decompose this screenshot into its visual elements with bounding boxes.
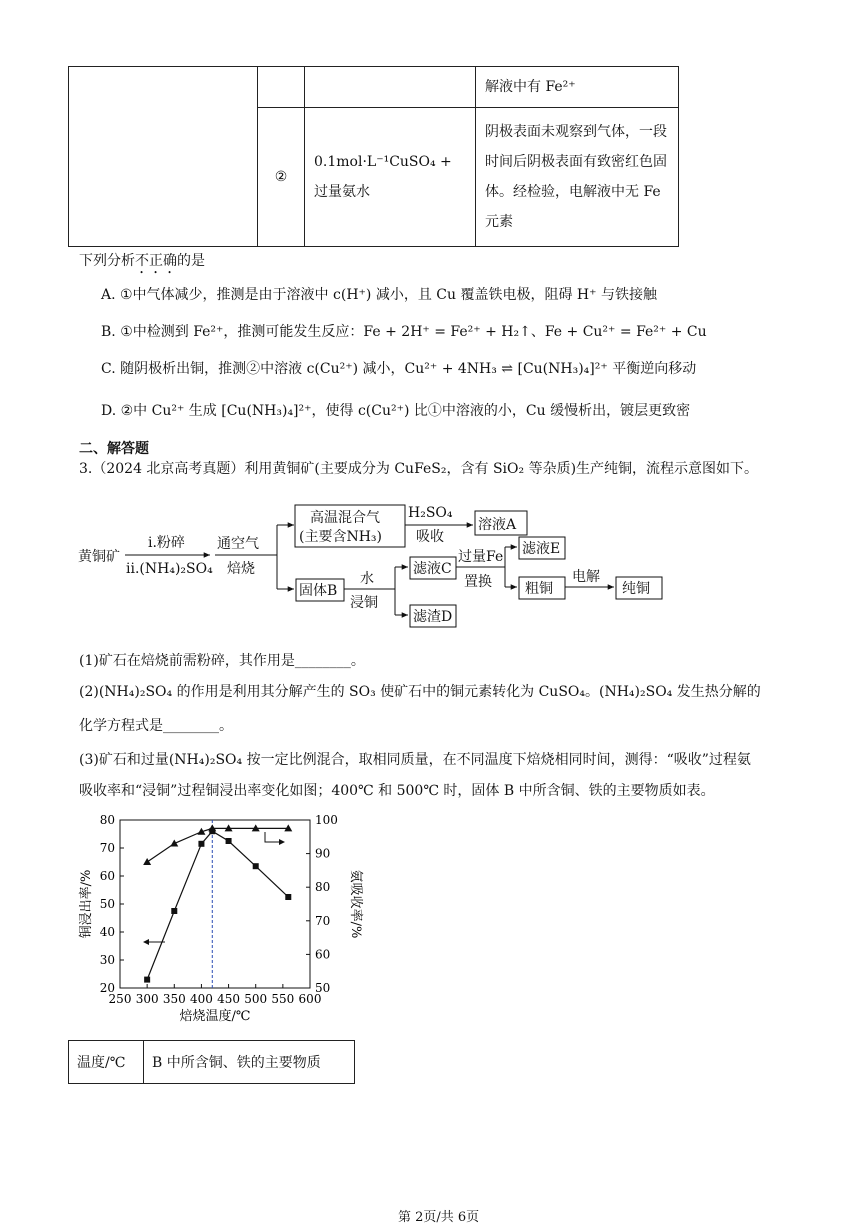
page-footer: 第 2页/共 6页 [398,1210,480,1225]
data-point-square [253,863,259,869]
y-right-tick-label: 70 [315,913,331,928]
y-right-axis-label: 氨吸收率/% [348,869,363,939]
flow-filtrate-c: 滤液C [413,561,452,577]
option-b[interactable]: B. ①中检测到 Fe²⁺，推测可能发生反应：Fe + 2H⁺ = Fe²⁺ + H₂↑、Fe + Cu²⁺ = Fe²⁺ + Cu [101,324,707,340]
x-axis-label: 焙烧温度/℃ [179,1009,251,1024]
data-point-square [144,977,150,983]
question-stem: 3.（2024 北京高考真题）利用黄铜矿(主要成分为 CuFeS₂，含有 SiO₂ 等杂质)生产纯铜，流程示意图如下。 [79,461,759,477]
x-tick-label: 250 [108,992,132,1006]
option-d[interactable]: D. ②中 Cu²⁺ 生成 [Cu(NH₃)₄]²⁺，使得 c(Cu²⁺) 比①中溶液的小，Cu 缓慢析出，镀层更致密 [101,403,691,419]
option-a[interactable]: A. ①中气体减少，推测是由于溶液中 c(H⁺) 减小，且 Cu 覆盖铁电极，阻碍 H⁺ 与铁接触 [101,287,657,303]
flow-step2-bot: 焙烧 [227,561,255,577]
y-right-tick-label: 60 [315,947,331,962]
series-line [147,828,288,862]
right-axis-arrowhead-icon [279,839,285,845]
data-point-triangle [143,858,151,865]
y-left-tick-label: 60 [99,869,115,883]
flow-electro: 电解 [572,569,600,585]
flow-water: 水 [360,571,374,587]
x-tick-label: 300 [135,992,159,1006]
flow-solid-b: 固体B [299,583,338,599]
table-cell: 阴极表面未观察到气体，一段时间后阴极表面有致密红色固体。经检验，电解液中无 Fe 元素 [476,108,679,247]
data-point-square [198,841,204,847]
question-3-2b: 化学方程式是________。 [79,718,233,734]
y-left-tick-label: 40 [99,925,115,939]
table-cell [69,67,258,247]
flow-absorb: 吸收 [416,529,444,545]
question-3-3a: (3)矿石和过量(NH₄)₂SO₄ 按一定比例混合，取相同质量，在不同温度下焙烧相同时间，测得：“吸收”过程氨 [79,752,751,768]
data-point-triangle [170,840,178,847]
question-3-1: (1)矿石在焙烧前需粉碎，其作用是________。 [79,653,365,669]
flow-h2so4: H₂SO₄ [408,505,453,521]
table-header: B 中所含铜、铁的主要物质 [144,1041,355,1084]
process-flow-diagram [70,495,710,635]
table-row [69,1041,355,1084]
table-row [69,67,679,108]
x-tick-label: 600 [298,992,322,1006]
y-right-tick-label: 90 [315,846,331,861]
y-right-tick-label: 80 [315,880,331,895]
y-left-axis-label: 铜浸出率/% [79,869,94,939]
y-left-tick-label: 80 [99,813,115,827]
table-cell [305,67,476,108]
question-3-2a: (2)(NH₄)₂SO₄ 的作用是利用其分解产生的 SO₃ 使矿石中的铜元素转化为 CuSO₄。(NH₄)₂SO₄ 发生热分解的 [79,684,761,700]
section-title: 二、解答题 [79,441,149,457]
flow-crude: 粗铜 [525,581,553,597]
y-right-tick-label: 100 [315,813,338,827]
flow-step1-bot: ii.(NH₄)₂SO₄ [126,561,213,577]
data-point-square [226,838,232,844]
flow-excess-fe: 过量Fe [458,549,504,565]
y-left-tick-label: 20 [99,981,115,995]
flow-filtrate-e: 滤液E [522,541,561,557]
data-point-square [171,908,177,914]
table-cell: 解液中有 Fe²⁺ [476,67,679,108]
flow-start: 黄铜矿 [78,549,120,565]
flow-replace: 置换 [464,574,492,590]
question-3-3b: 吸收率和“浸铜”过程铜浸出率变化如图；400℃ 和 500℃ 时，固体 B 中所含铜、铁的主要物质如表。 [79,783,715,799]
x-tick-label: 550 [271,992,295,1006]
flow-sol-a: 溶液A [478,517,517,533]
flow-step2-top: 通空气 [217,536,259,552]
flow-gas-l2: (主要含NH₃) [299,529,382,545]
y-left-tick-label: 50 [99,897,115,911]
flow-leach: 浸铜 [350,595,378,611]
experiment-table [68,66,679,247]
table-cell [258,67,305,108]
x-tick-label: 450 [217,992,241,1006]
left-axis-arrowhead-icon [143,939,149,945]
table-header: 温度/℃ [69,1041,144,1084]
question-intro: 下列分析不正确的是 [79,253,205,269]
option-c[interactable]: C. 随阴极析出铜，推测②中溶液 c(Cu²⁺) 减小，Cu²⁺ + 4NH₃ ⇌ [Cu(NH₃)₄]²⁺ 平衡逆向移动 [101,361,697,377]
table-cell: 0.1mol·L⁻¹CuSO₄ + 过量氨水 [305,108,476,247]
plot-frame [120,820,310,988]
flow-step1-top: i.粉碎 [148,535,185,551]
temperature-table [68,1040,355,1084]
x-tick-label: 500 [244,992,268,1006]
data-point-square [285,894,291,900]
y-left-tick-label: 30 [99,953,115,967]
y-left-tick-label: 70 [99,841,115,855]
flow-residue-d: 滤渣D [413,609,453,625]
x-tick-label: 400 [189,992,213,1006]
table-cell: ② [258,108,305,247]
flow-gas-l1: 高温混合气 [310,510,380,526]
x-tick-label: 350 [162,992,186,1006]
leaching-absorption-chart [70,808,370,1033]
flow-pure: 纯铜 [622,581,650,597]
y-right-tick-label: 50 [315,981,331,995]
series-line [147,831,288,979]
